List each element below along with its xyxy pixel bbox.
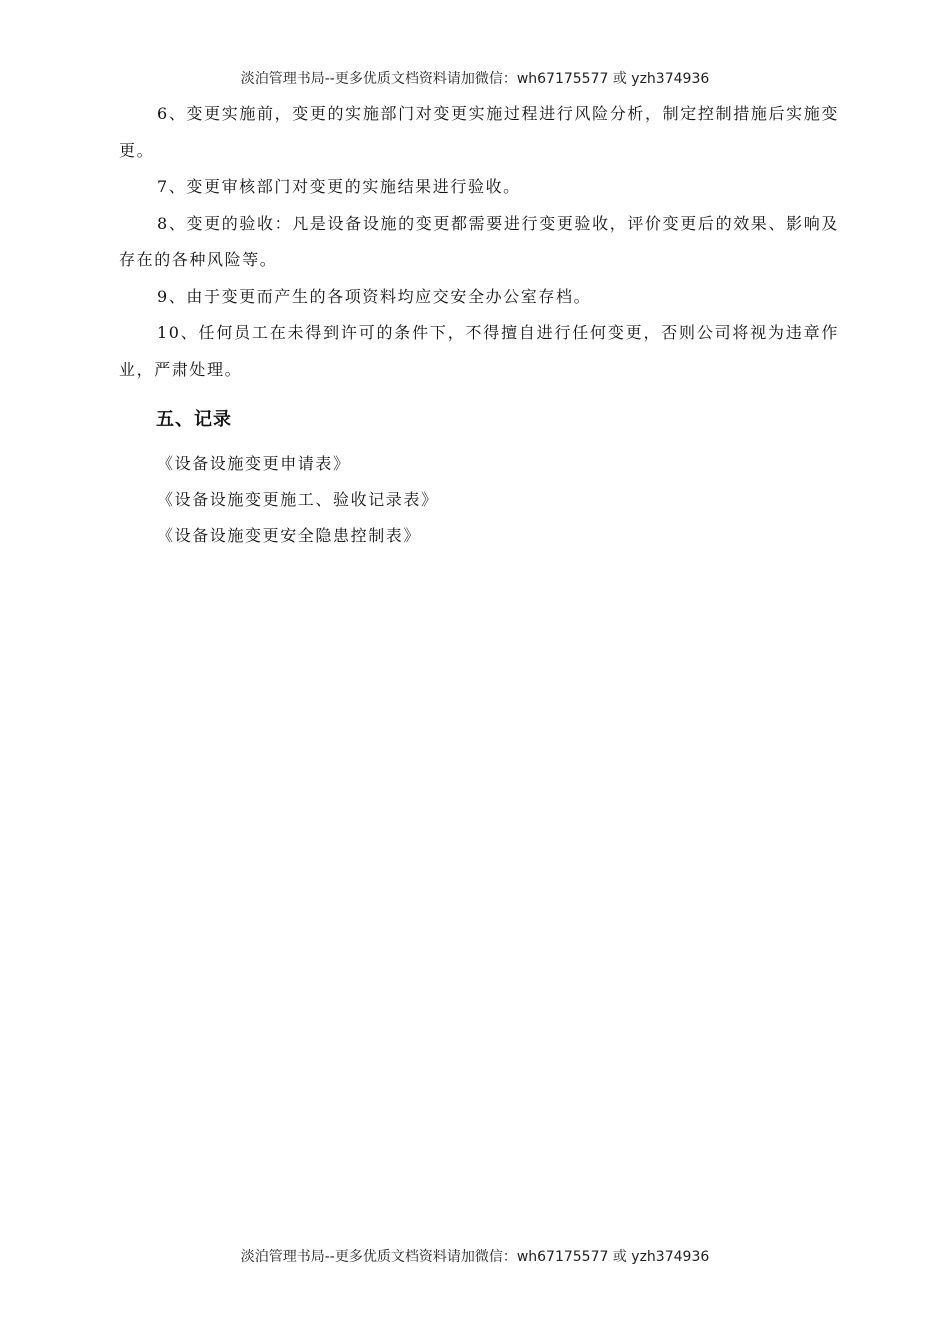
paragraph-item-10: 10、任何员工在未得到许可的条件下，不得擅自进行任何变更，否则公司将视为违章作业，严肃处理。 bbox=[119, 323, 839, 379]
record-item-hazard-control-form: 《设备设施变更安全隐患控制表》 bbox=[157, 526, 422, 545]
paragraph-item-8: 8、变更的验收：凡是设备设施的变更都需要进行变更验收，评价变更后的效果、影响及存在的各种风险等。 bbox=[119, 213, 839, 269]
page-footer: 淡泊管理书局--更多优质文档资料请加微信：wh67175577 或 yzh374936 bbox=[240, 1249, 710, 1265]
page-header: 淡泊管理书局--更多优质文档资料请加微信：wh67175577 或 yzh374936 bbox=[240, 71, 710, 87]
record-list bbox=[119, 446, 839, 554]
paragraph-item-9: 9、由于变更而产生的各项资料均应交安全办公室存档。 bbox=[157, 286, 592, 306]
document-body bbox=[119, 96, 839, 554]
section-title-records: 五、记录 bbox=[156, 409, 232, 430]
record-item-application-form: 《设备设施变更申请表》 bbox=[157, 454, 351, 473]
paragraph-item-6: 6、变更实施前，变更的实施部门对变更实施过程进行风险分析，制定控制措施后实施变更。 bbox=[119, 104, 839, 160]
record-item-construction-acceptance-form: 《设备设施变更施工、验收记录表》 bbox=[157, 490, 439, 509]
paragraph-item-7: 7、变更审核部门对变更的实施结果进行验收。 bbox=[157, 177, 521, 196]
